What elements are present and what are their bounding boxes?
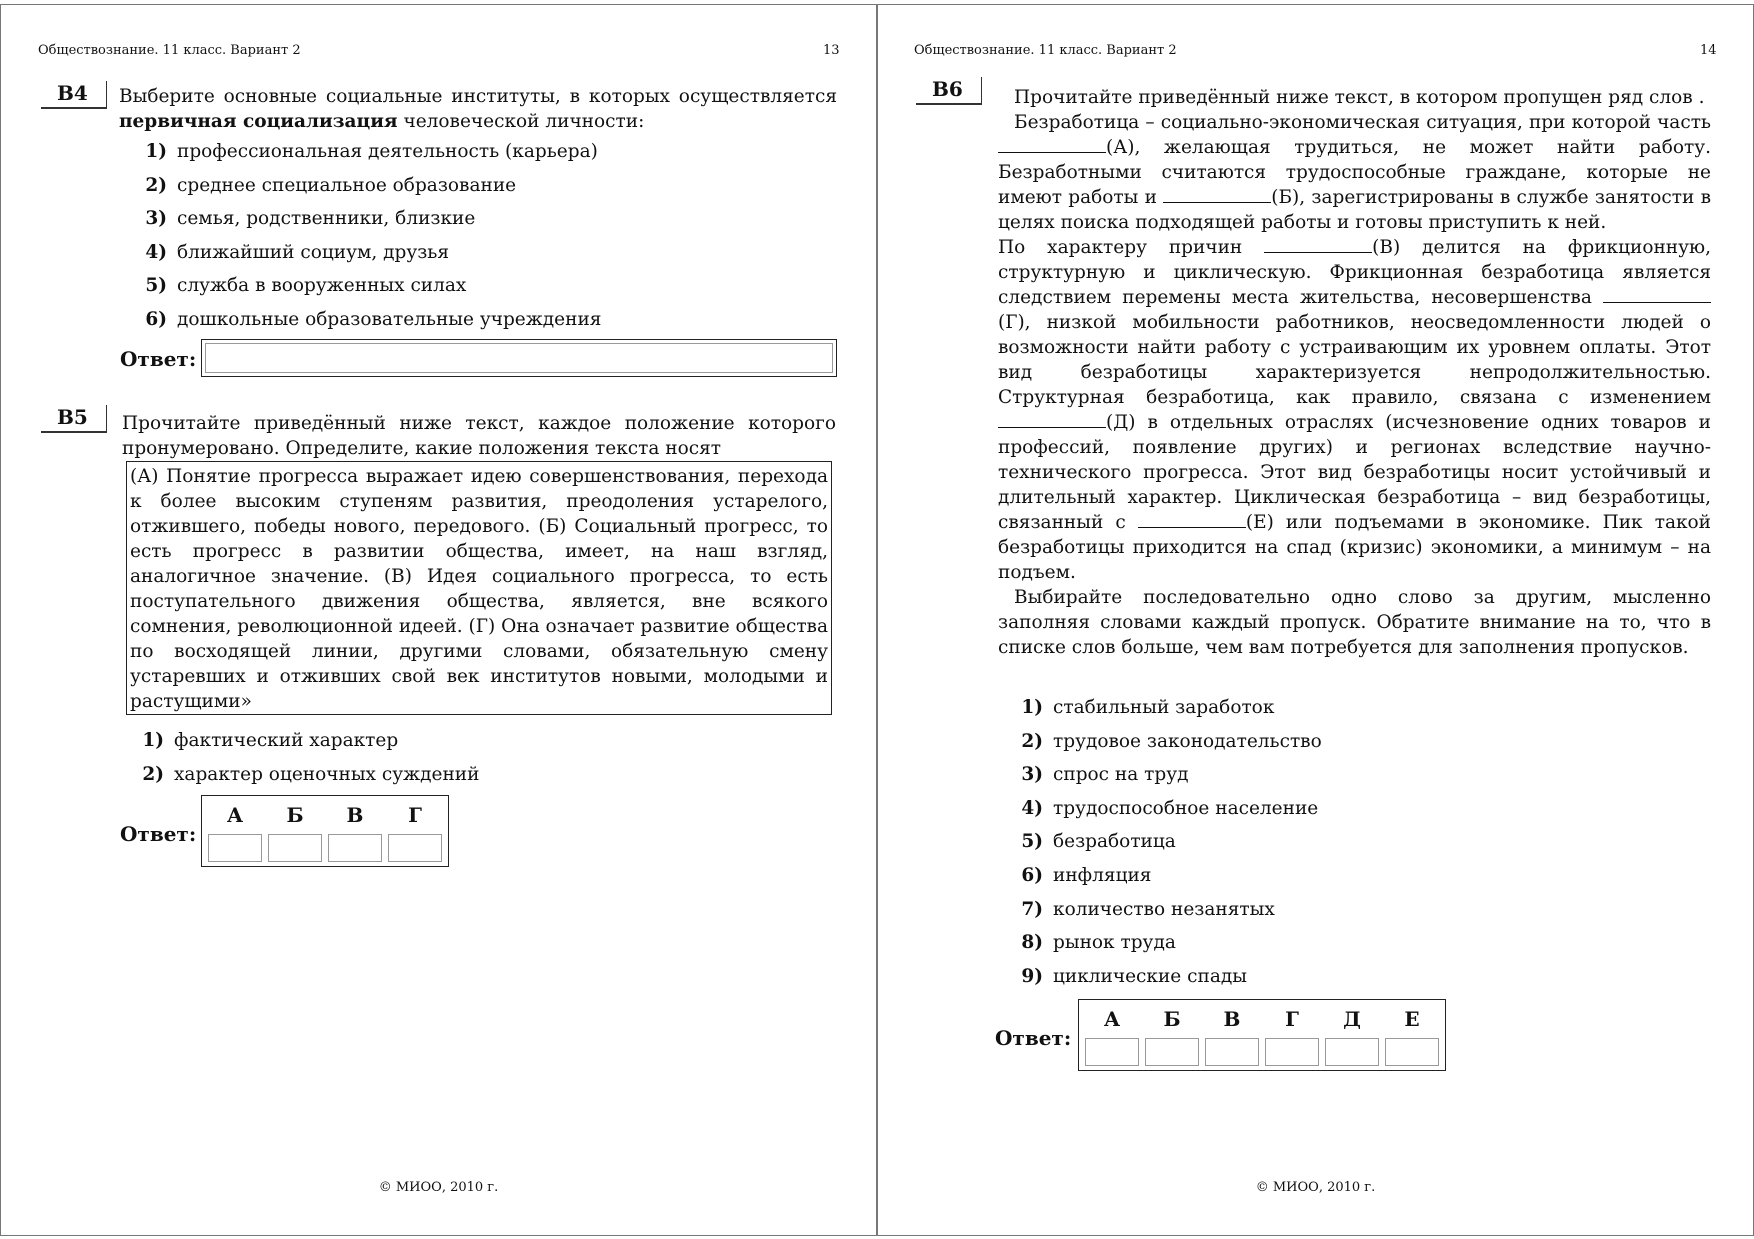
- item-number: 5): [145, 275, 167, 297]
- blank: [1264, 237, 1372, 253]
- answer-cell[interactable]: [1265, 1038, 1319, 1066]
- item-number: 1): [145, 141, 167, 162]
- item-number: 1): [1021, 697, 1043, 718]
- item-text: служба в вооруженных силах: [177, 275, 467, 297]
- b6-options: [1011, 697, 1322, 999]
- item-number: 1): [142, 730, 164, 751]
- item-number: 3): [145, 208, 167, 230]
- list-item: [1011, 899, 1322, 933]
- b4-options: [135, 141, 601, 343]
- answer-label: Ответ:: [120, 822, 197, 846]
- column-header: В: [1223, 1007, 1241, 1031]
- item-number: 8): [1021, 932, 1043, 954]
- column-header: Г: [1285, 1007, 1299, 1031]
- item-number: 4): [145, 241, 167, 263]
- item-number: 2): [145, 174, 167, 196]
- item-text: спрос на труд: [1053, 764, 1189, 786]
- question-b5-text: Прочитайте приведённый ниже текст, каждое положение которого пронумеровано. Определите, какие положения текста носят: [122, 413, 836, 459]
- item-text: семья, родственники, близкие: [177, 208, 476, 230]
- blank: [1138, 512, 1246, 528]
- blank: [998, 137, 1106, 153]
- list-item: [135, 242, 601, 276]
- column-header: Д: [1343, 1007, 1361, 1031]
- list-item: [1011, 697, 1322, 731]
- blank: [1163, 187, 1271, 203]
- page-footer: © МИОО, 2010 г.: [1255, 1180, 1376, 1195]
- item-number: 4): [1021, 797, 1043, 819]
- item-text: количество незанятых: [1053, 898, 1275, 920]
- column-header: А: [1103, 1007, 1121, 1031]
- item-text: ближайший социум, друзья: [177, 241, 450, 263]
- answer-label: Ответ:: [120, 347, 197, 371]
- answer-cell[interactable]: [1325, 1038, 1379, 1066]
- b5-options: [132, 730, 479, 797]
- item-text: среднее специальное образование: [177, 174, 517, 196]
- list-item: [1011, 831, 1322, 865]
- item-text: рынок труда: [1053, 932, 1176, 954]
- instruction: Выбирайте последовательно одно слово за другим, мысленно заполняя словами каждый пропуск. Обратите внимание на то, что в списке слов больше, чем вам потребуется для заполнения пропусков.: [998, 587, 1711, 658]
- item-text: инфляция: [1053, 864, 1152, 886]
- text: (В) делится на фрикционную, структурную и циклическую. Фрикционная безработица является следствием перемены места жительства, несовершенства: [998, 237, 1711, 308]
- list-item: [135, 309, 601, 343]
- item-text: трудоспособное население: [1053, 797, 1319, 819]
- text: (Г), низкой мобильности работников, неосведомленности людей о возможности найти работу с устраивающим их уровнем оплаты. Этот вид безработицы характеризуется непродолжительностью. Структурная безработица, как правило, связана с изменением: [998, 312, 1711, 408]
- intro: Прочитайте приведённый ниже текст, в котором пропущен ряд слов .: [1014, 87, 1705, 108]
- item-number: 5): [1021, 831, 1043, 853]
- item-number: 6): [145, 308, 167, 330]
- b5-quoted-text: (А) Понятие прогресса выражает идею совершенствования, перехода к более высоким ступеням развития, преодоления устарелого, отжившего, победы нового, передового. (Б) Социальный прогресс, то есть прогресс в развитии общества, имеет, на наш взгляд, аналогичное значение. (В) Идея социального прогресса, то есть поступательного движения общества, является, вне всякого сомнения, революционной идеей. (Г) Она означает развитие общества по восходящей линии, другими словами, обязательную смену устаревших и отживших свой век институтов новыми, молодыми и растущими»: [126, 461, 832, 715]
- column-header: Б: [1163, 1007, 1181, 1031]
- page-14: [877, 4, 1754, 1236]
- page-number: 14: [1700, 43, 1717, 58]
- answer-grid-b6: [1078, 999, 1446, 1071]
- paragraph: [998, 110, 1711, 235]
- list-item: [135, 275, 601, 309]
- answer-input-b4[interactable]: [201, 339, 837, 377]
- question-label-b6: В6: [916, 77, 982, 105]
- text: Выберите основные социальные институты, в которых осуществляется: [119, 86, 837, 107]
- answer-cell[interactable]: [268, 834, 322, 862]
- item-number: 2): [142, 763, 164, 785]
- page-header: Обществознание. 11 класс. Вариант 2: [38, 43, 301, 58]
- list-item: [1011, 966, 1322, 1000]
- list-item: [135, 208, 601, 242]
- item-text: дошкольные образовательные учреждения: [177, 308, 602, 330]
- item-number: 3): [1021, 764, 1043, 786]
- question-b4-text: [119, 84, 837, 134]
- text: По характеру причин: [998, 237, 1265, 258]
- item-text: безработица: [1053, 831, 1176, 853]
- list-item: [1011, 731, 1322, 765]
- column-header: Е: [1404, 1007, 1420, 1031]
- page-header: Обществознание. 11 класс. Вариант 2: [914, 43, 1177, 58]
- item-text: стабильный заработок: [1053, 697, 1275, 718]
- answer-cell[interactable]: [1385, 1038, 1439, 1066]
- column-header: А: [226, 803, 244, 827]
- item-text: профессиональная деятельность (карьера): [177, 141, 598, 162]
- list-item: [1011, 865, 1322, 899]
- question-b6-text: [998, 85, 1711, 660]
- text: (А), желающая трудиться, не может найти работу. Безработными считаются трудоспособные граждане, которые не имеют работы и: [998, 137, 1711, 208]
- bold-text: первичная социализация: [119, 111, 398, 132]
- item-text: циклические спады: [1053, 965, 1247, 987]
- question-label-b4: В4: [41, 81, 107, 109]
- blank: [998, 412, 1106, 428]
- column-header: Г: [408, 803, 422, 827]
- answer-cell[interactable]: [1205, 1038, 1259, 1066]
- list-item: [135, 141, 601, 175]
- item-number: 9): [1021, 965, 1043, 987]
- page-13: [0, 4, 877, 1236]
- list-item: [132, 764, 479, 798]
- list-item: [135, 175, 601, 209]
- item-number: 2): [1021, 730, 1043, 752]
- answer-cell[interactable]: [388, 834, 442, 862]
- blank: [1603, 287, 1711, 303]
- question-label-b5: В5: [41, 405, 107, 433]
- item-text: характер оценочных суждений: [174, 763, 480, 785]
- text: Безработица – социально-экономическая ситуация, при которой часть: [1014, 112, 1711, 133]
- answer-cell[interactable]: [1085, 1038, 1139, 1066]
- list-item: [132, 730, 479, 764]
- item-number: 6): [1021, 864, 1043, 886]
- text: (Б), зарегистрированы в службе занятости в целях поиска подходящей работы и готовы приступить к ней.: [998, 187, 1711, 233]
- column-header: В: [346, 803, 364, 827]
- column-header: Б: [286, 803, 304, 827]
- answer-grid-b5: [201, 795, 449, 867]
- item-text: трудовое законодательство: [1053, 730, 1322, 752]
- list-item: [1011, 798, 1322, 832]
- list-item: [1011, 932, 1322, 966]
- page-footer: © МИОО, 2010 г.: [378, 1180, 499, 1195]
- item-number: 7): [1021, 898, 1043, 920]
- answer-cell[interactable]: [1145, 1038, 1199, 1066]
- answer-cell[interactable]: [328, 834, 382, 862]
- list-item: [1011, 764, 1322, 798]
- answer-label: Ответ:: [995, 1026, 1072, 1050]
- page-number: 13: [823, 43, 840, 58]
- text: (Д) в отдельных отраслях (исчезновение одних товаров и профессий, появление других) и регионах вследствие научно-технического прогресса. Этот вид безработицы носит устойчивый и длительный характер. Циклическая безработица – вид безработицы, связанный с: [998, 412, 1711, 533]
- answer-cell[interactable]: [208, 834, 262, 862]
- text: человеческой личности:: [397, 111, 645, 132]
- item-text: фактический характер: [174, 730, 399, 751]
- text: (Е) или подъемами в экономике. Пик такой безработицы приходится на спад (кризис) экономики, а минимум – на подъем.: [998, 512, 1712, 583]
- paragraph: [998, 235, 1711, 585]
